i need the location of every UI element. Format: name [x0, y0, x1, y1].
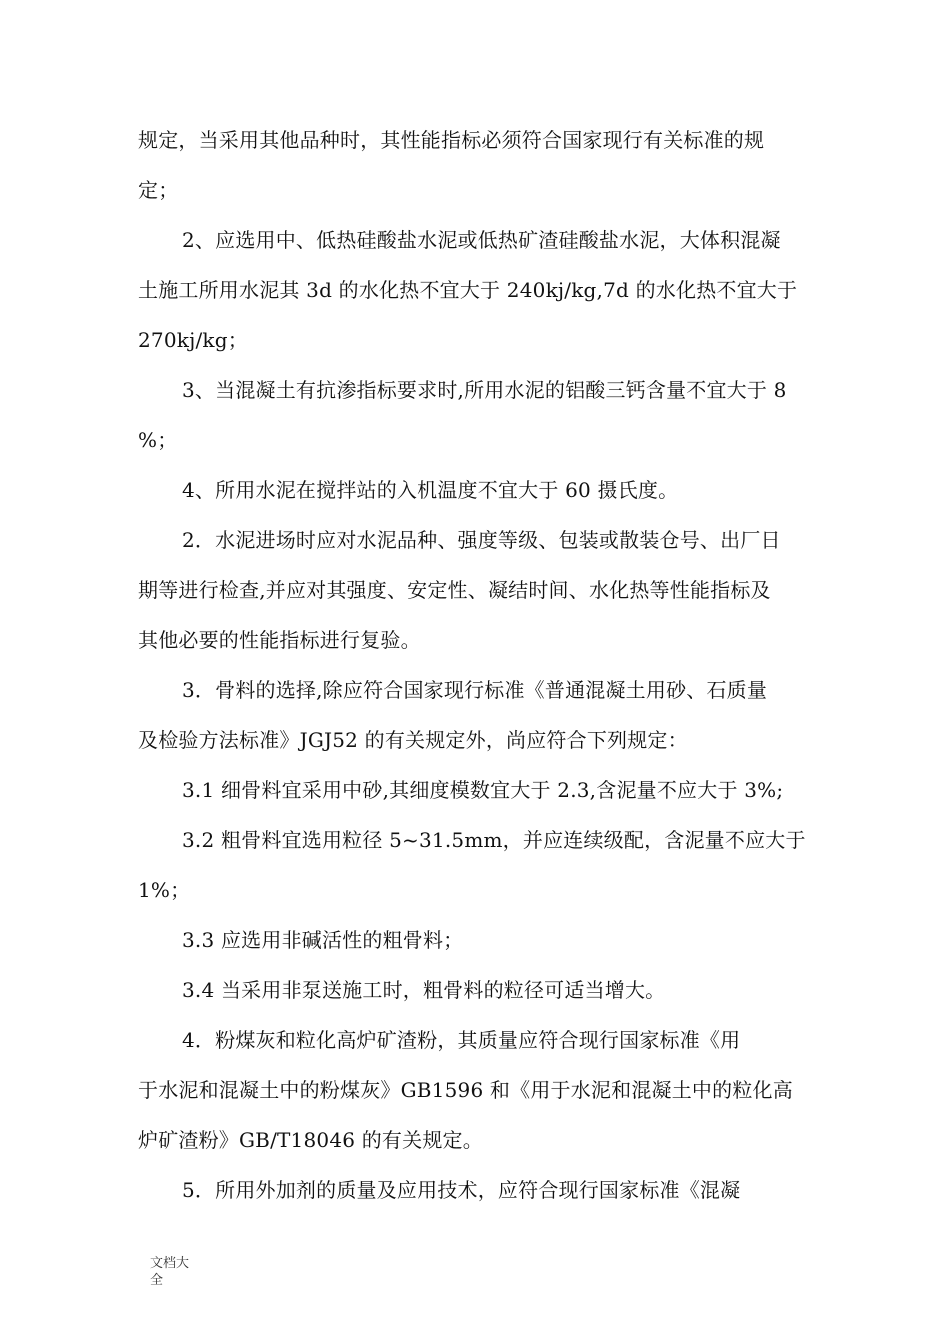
text-line: 2．水泥进场时应对水泥品种、强度等级、包装或散装仓号、出厂日: [182, 528, 781, 552]
text-line: 4、所用水泥在搅拌站的入机温度不宜大于 60 摄氏度。: [182, 478, 679, 502]
text-line: 4．粉煤灰和粒化高炉矿渣粉，其质量应符合现行国家标准《用: [182, 1028, 741, 1052]
text-line: %；: [138, 428, 178, 452]
text-line: 其他必要的性能指标进行复验。: [138, 628, 421, 652]
text-line: 规定，当采用其他品种时，其性能指标必须符合国家现行有关标准的规: [138, 128, 765, 152]
text-line: 1%；: [138, 878, 191, 902]
text-line: 定；: [138, 178, 179, 202]
text-line: 2、应选用中、低热硅酸盐水泥或低热矿渣硅酸盐水泥，大体积混凝: [182, 228, 781, 252]
text-line: 5．所用外加剂的质量及应用技术，应符合现行国家标准《混凝: [182, 1178, 741, 1202]
text-line: 炉矿渣粉》GB/T18046 的有关规定。: [138, 1128, 483, 1152]
text-line: 期等进行检查,并应对其强度、安定性、凝结时间、水化热等性能指标及: [138, 578, 771, 602]
text-line: 于水泥和混凝土中的粉煤灰》GB1596 和《用于水泥和混凝土中的粒化高: [138, 1078, 793, 1102]
page-footer: 文档大全: [150, 1256, 190, 1288]
text-line: 3、当混凝土有抗渗指标要求时,所用水泥的铝酸三钙含量不宜大于 8: [182, 378, 787, 402]
text-line: 3．骨料的选择,除应符合国家现行标准《普通混凝土用砂、石质量: [182, 678, 768, 702]
text-line: 3.3 应选用非碱活性的粗骨料；: [182, 928, 464, 952]
text-line: 3.4 当采用非泵送施工时，粗骨料的粒径可适当增大。: [182, 978, 666, 1002]
text-line: 270kj/kg；: [138, 328, 248, 352]
text-line: 3.1 细骨料宜采用中砂,其细度模数宜大于 2.3,含泥量不应大于 3%;: [182, 778, 784, 802]
text-line: 3.2 粗骨料宜选用粒径 5~31.5mm，并应连续级配，含泥量不应大于: [182, 828, 806, 852]
text-line: 及检验方法标准》JGJ52 的有关规定外，尚应符合下列规定：: [138, 728, 688, 752]
text-line: 土施工所用水泥其 3d 的水化热不宜大于 240kj/kg,7d 的水化热不宜大于: [138, 278, 798, 302]
